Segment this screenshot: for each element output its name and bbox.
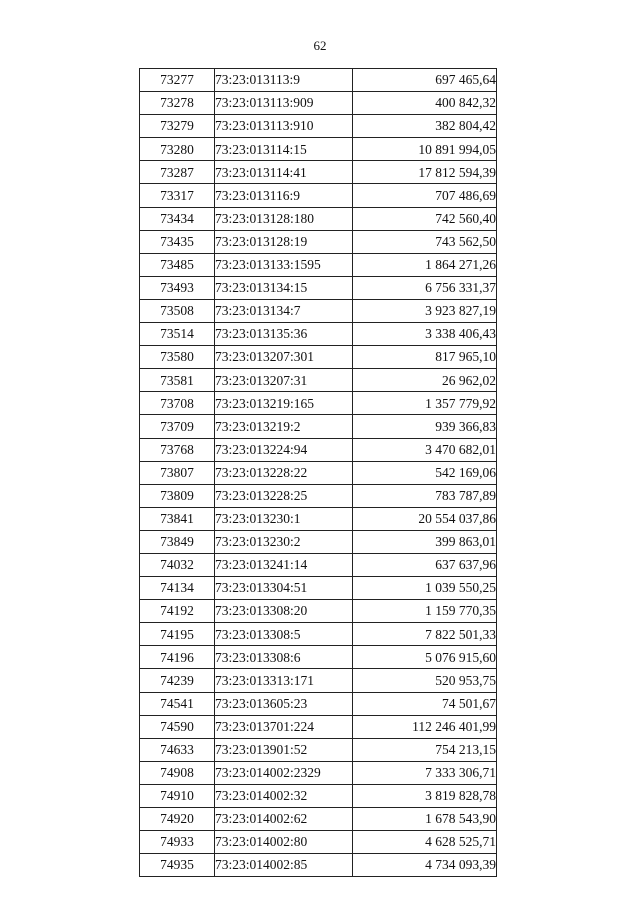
table-row xyxy=(140,184,497,207)
amount-cell: 817 965,10 xyxy=(353,346,497,369)
page-number: 62 xyxy=(313,38,327,53)
record-id-cell: 73581 xyxy=(140,369,215,392)
amount-cell: 20 554 037,86 xyxy=(353,507,497,530)
cadastral-number-cell: 73:23:013134:7 xyxy=(215,299,353,322)
record-id-cell: 73485 xyxy=(140,253,215,276)
amount-cell: 743 562,50 xyxy=(353,230,497,253)
record-id-cell: 73709 xyxy=(140,415,215,438)
table-row xyxy=(140,253,497,276)
cadastral-number-cell: 73:23:013207:31 xyxy=(215,369,353,392)
table-row xyxy=(140,92,497,115)
record-id-cell: 73280 xyxy=(140,138,215,161)
table-row xyxy=(140,507,497,530)
cadastral-number-cell: 73:23:013113:909 xyxy=(215,92,353,115)
amount-cell: 399 863,01 xyxy=(353,530,497,553)
table-body xyxy=(140,69,497,877)
record-id-cell: 73809 xyxy=(140,484,215,507)
table-row xyxy=(140,299,497,322)
cadastral-number-cell: 73:23:013128:180 xyxy=(215,207,353,230)
amount-cell: 707 486,69 xyxy=(353,184,497,207)
table-row xyxy=(140,415,497,438)
amount-cell: 754 213,15 xyxy=(353,738,497,761)
table-row xyxy=(140,438,497,461)
record-id-cell: 73317 xyxy=(140,184,215,207)
record-id-cell: 73287 xyxy=(140,161,215,184)
table-row xyxy=(140,323,497,346)
cadastral-number-cell: 73:23:014002:62 xyxy=(215,808,353,831)
record-id-cell: 74633 xyxy=(140,738,215,761)
cadastral-number-cell: 73:23:013116:9 xyxy=(215,184,353,207)
cadastral-number-cell: 73:23:014002:80 xyxy=(215,831,353,854)
table-row xyxy=(140,530,497,553)
table-row xyxy=(140,738,497,761)
cadastral-number-cell: 73:23:014002:2329 xyxy=(215,761,353,784)
table-row xyxy=(140,484,497,507)
cadastral-number-cell: 73:23:013114:41 xyxy=(215,161,353,184)
amount-cell: 939 366,83 xyxy=(353,415,497,438)
record-id-cell: 74933 xyxy=(140,831,215,854)
record-id-cell: 74590 xyxy=(140,715,215,738)
data-table xyxy=(139,68,497,877)
amount-cell: 1 864 271,26 xyxy=(353,253,497,276)
amount-cell: 3 338 406,43 xyxy=(353,323,497,346)
cadastral-number-cell: 73:23:013114:15 xyxy=(215,138,353,161)
record-id-cell: 73708 xyxy=(140,392,215,415)
cadastral-number-cell: 73:23:013113:9 xyxy=(215,69,353,92)
record-id-cell: 73849 xyxy=(140,530,215,553)
amount-cell: 7 822 501,33 xyxy=(353,623,497,646)
amount-cell: 7 333 306,71 xyxy=(353,761,497,784)
table-row xyxy=(140,692,497,715)
cadastral-number-cell: 73:23:013128:19 xyxy=(215,230,353,253)
record-id-cell: 73768 xyxy=(140,438,215,461)
amount-cell: 400 842,32 xyxy=(353,92,497,115)
record-id-cell: 73508 xyxy=(140,299,215,322)
cadastral-number-cell: 73:23:013219:2 xyxy=(215,415,353,438)
amount-cell: 542 169,06 xyxy=(353,461,497,484)
cadastral-number-cell: 73:23:013605:23 xyxy=(215,692,353,715)
amount-cell: 74 501,67 xyxy=(353,692,497,715)
table-row xyxy=(140,461,497,484)
cadastral-number-cell: 73:23:013207:301 xyxy=(215,346,353,369)
cadastral-number-cell: 73:23:013230:2 xyxy=(215,530,353,553)
amount-cell: 4 734 093,39 xyxy=(353,854,497,877)
record-id-cell: 74920 xyxy=(140,808,215,831)
table-row xyxy=(140,715,497,738)
record-id-cell: 73278 xyxy=(140,92,215,115)
cadastral-number-cell: 73:23:013701:224 xyxy=(215,715,353,738)
table-row xyxy=(140,230,497,253)
cadastral-number-cell: 73:23:013901:52 xyxy=(215,738,353,761)
record-id-cell: 74032 xyxy=(140,553,215,576)
amount-cell: 1 357 779,92 xyxy=(353,392,497,415)
amount-cell: 6 756 331,37 xyxy=(353,276,497,299)
table-row xyxy=(140,646,497,669)
cadastral-number-cell: 73:23:013241:14 xyxy=(215,553,353,576)
amount-cell: 3 819 828,78 xyxy=(353,784,497,807)
amount-cell: 637 637,96 xyxy=(353,553,497,576)
record-id-cell: 73580 xyxy=(140,346,215,369)
cadastral-number-cell: 73:23:013308:5 xyxy=(215,623,353,646)
record-id-cell: 73434 xyxy=(140,207,215,230)
cadastral-number-cell: 73:23:013304:51 xyxy=(215,577,353,600)
record-id-cell: 73841 xyxy=(140,507,215,530)
cadastral-number-cell: 73:23:013134:15 xyxy=(215,276,353,299)
record-id-cell: 73493 xyxy=(140,276,215,299)
table-row xyxy=(140,761,497,784)
table-row xyxy=(140,346,497,369)
record-id-cell: 73277 xyxy=(140,69,215,92)
cadastral-number-cell: 73:23:013228:22 xyxy=(215,461,353,484)
record-id-cell: 74908 xyxy=(140,761,215,784)
table-row xyxy=(140,161,497,184)
amount-cell: 3 923 827,19 xyxy=(353,299,497,322)
amount-cell: 17 812 594,39 xyxy=(353,161,497,184)
record-id-cell: 74239 xyxy=(140,669,215,692)
record-id-cell: 74935 xyxy=(140,854,215,877)
amount-cell: 520 953,75 xyxy=(353,669,497,692)
amount-cell: 1 678 543,90 xyxy=(353,808,497,831)
cadastral-number-cell: 73:23:013219:165 xyxy=(215,392,353,415)
table-row xyxy=(140,808,497,831)
amount-cell: 10 891 994,05 xyxy=(353,138,497,161)
amount-cell: 382 804,42 xyxy=(353,115,497,138)
record-id-cell: 74192 xyxy=(140,600,215,623)
record-id-cell: 74541 xyxy=(140,692,215,715)
cadastral-number-cell: 73:23:013135:36 xyxy=(215,323,353,346)
amount-cell: 742 560,40 xyxy=(353,207,497,230)
amount-cell: 26 962,02 xyxy=(353,369,497,392)
table-row xyxy=(140,831,497,854)
table-row xyxy=(140,553,497,576)
record-id-cell: 74195 xyxy=(140,623,215,646)
amount-cell: 3 470 682,01 xyxy=(353,438,497,461)
cadastral-number-cell: 73:23:014002:32 xyxy=(215,784,353,807)
cadastral-number-cell: 73:23:013228:25 xyxy=(215,484,353,507)
table-row xyxy=(140,369,497,392)
table-row xyxy=(140,669,497,692)
cadastral-number-cell: 73:23:013224:94 xyxy=(215,438,353,461)
amount-cell: 4 628 525,71 xyxy=(353,831,497,854)
cadastral-number-cell: 73:23:013230:1 xyxy=(215,507,353,530)
amount-cell: 783 787,89 xyxy=(353,484,497,507)
table-row xyxy=(140,577,497,600)
cadastral-number-cell: 73:23:013133:1595 xyxy=(215,253,353,276)
amount-cell: 697 465,64 xyxy=(353,69,497,92)
table-row xyxy=(140,115,497,138)
cadastral-number-cell: 73:23:013113:910 xyxy=(215,115,353,138)
table-row xyxy=(140,207,497,230)
table-row xyxy=(140,276,497,299)
cadastral-number-cell: 73:23:013308:20 xyxy=(215,600,353,623)
cadastral-number-cell: 73:23:013313:171 xyxy=(215,669,353,692)
amount-cell: 112 246 401,99 xyxy=(353,715,497,738)
amount-cell: 5 076 915,60 xyxy=(353,646,497,669)
record-id-cell: 74910 xyxy=(140,784,215,807)
record-id-cell: 73435 xyxy=(140,230,215,253)
record-id-cell: 73279 xyxy=(140,115,215,138)
cadastral-number-cell: 73:23:014002:85 xyxy=(215,854,353,877)
record-id-cell: 73514 xyxy=(140,323,215,346)
table-row xyxy=(140,392,497,415)
amount-cell: 1 039 550,25 xyxy=(353,577,497,600)
record-id-cell: 73807 xyxy=(140,461,215,484)
table-row xyxy=(140,623,497,646)
record-id-cell: 74196 xyxy=(140,646,215,669)
cadastral-number-cell: 73:23:013308:6 xyxy=(215,646,353,669)
record-id-cell: 74134 xyxy=(140,577,215,600)
table-row xyxy=(140,138,497,161)
amount-cell: 1 159 770,35 xyxy=(353,600,497,623)
table-row xyxy=(140,854,497,877)
table-row xyxy=(140,600,497,623)
table-row xyxy=(140,69,497,92)
table-row xyxy=(140,784,497,807)
